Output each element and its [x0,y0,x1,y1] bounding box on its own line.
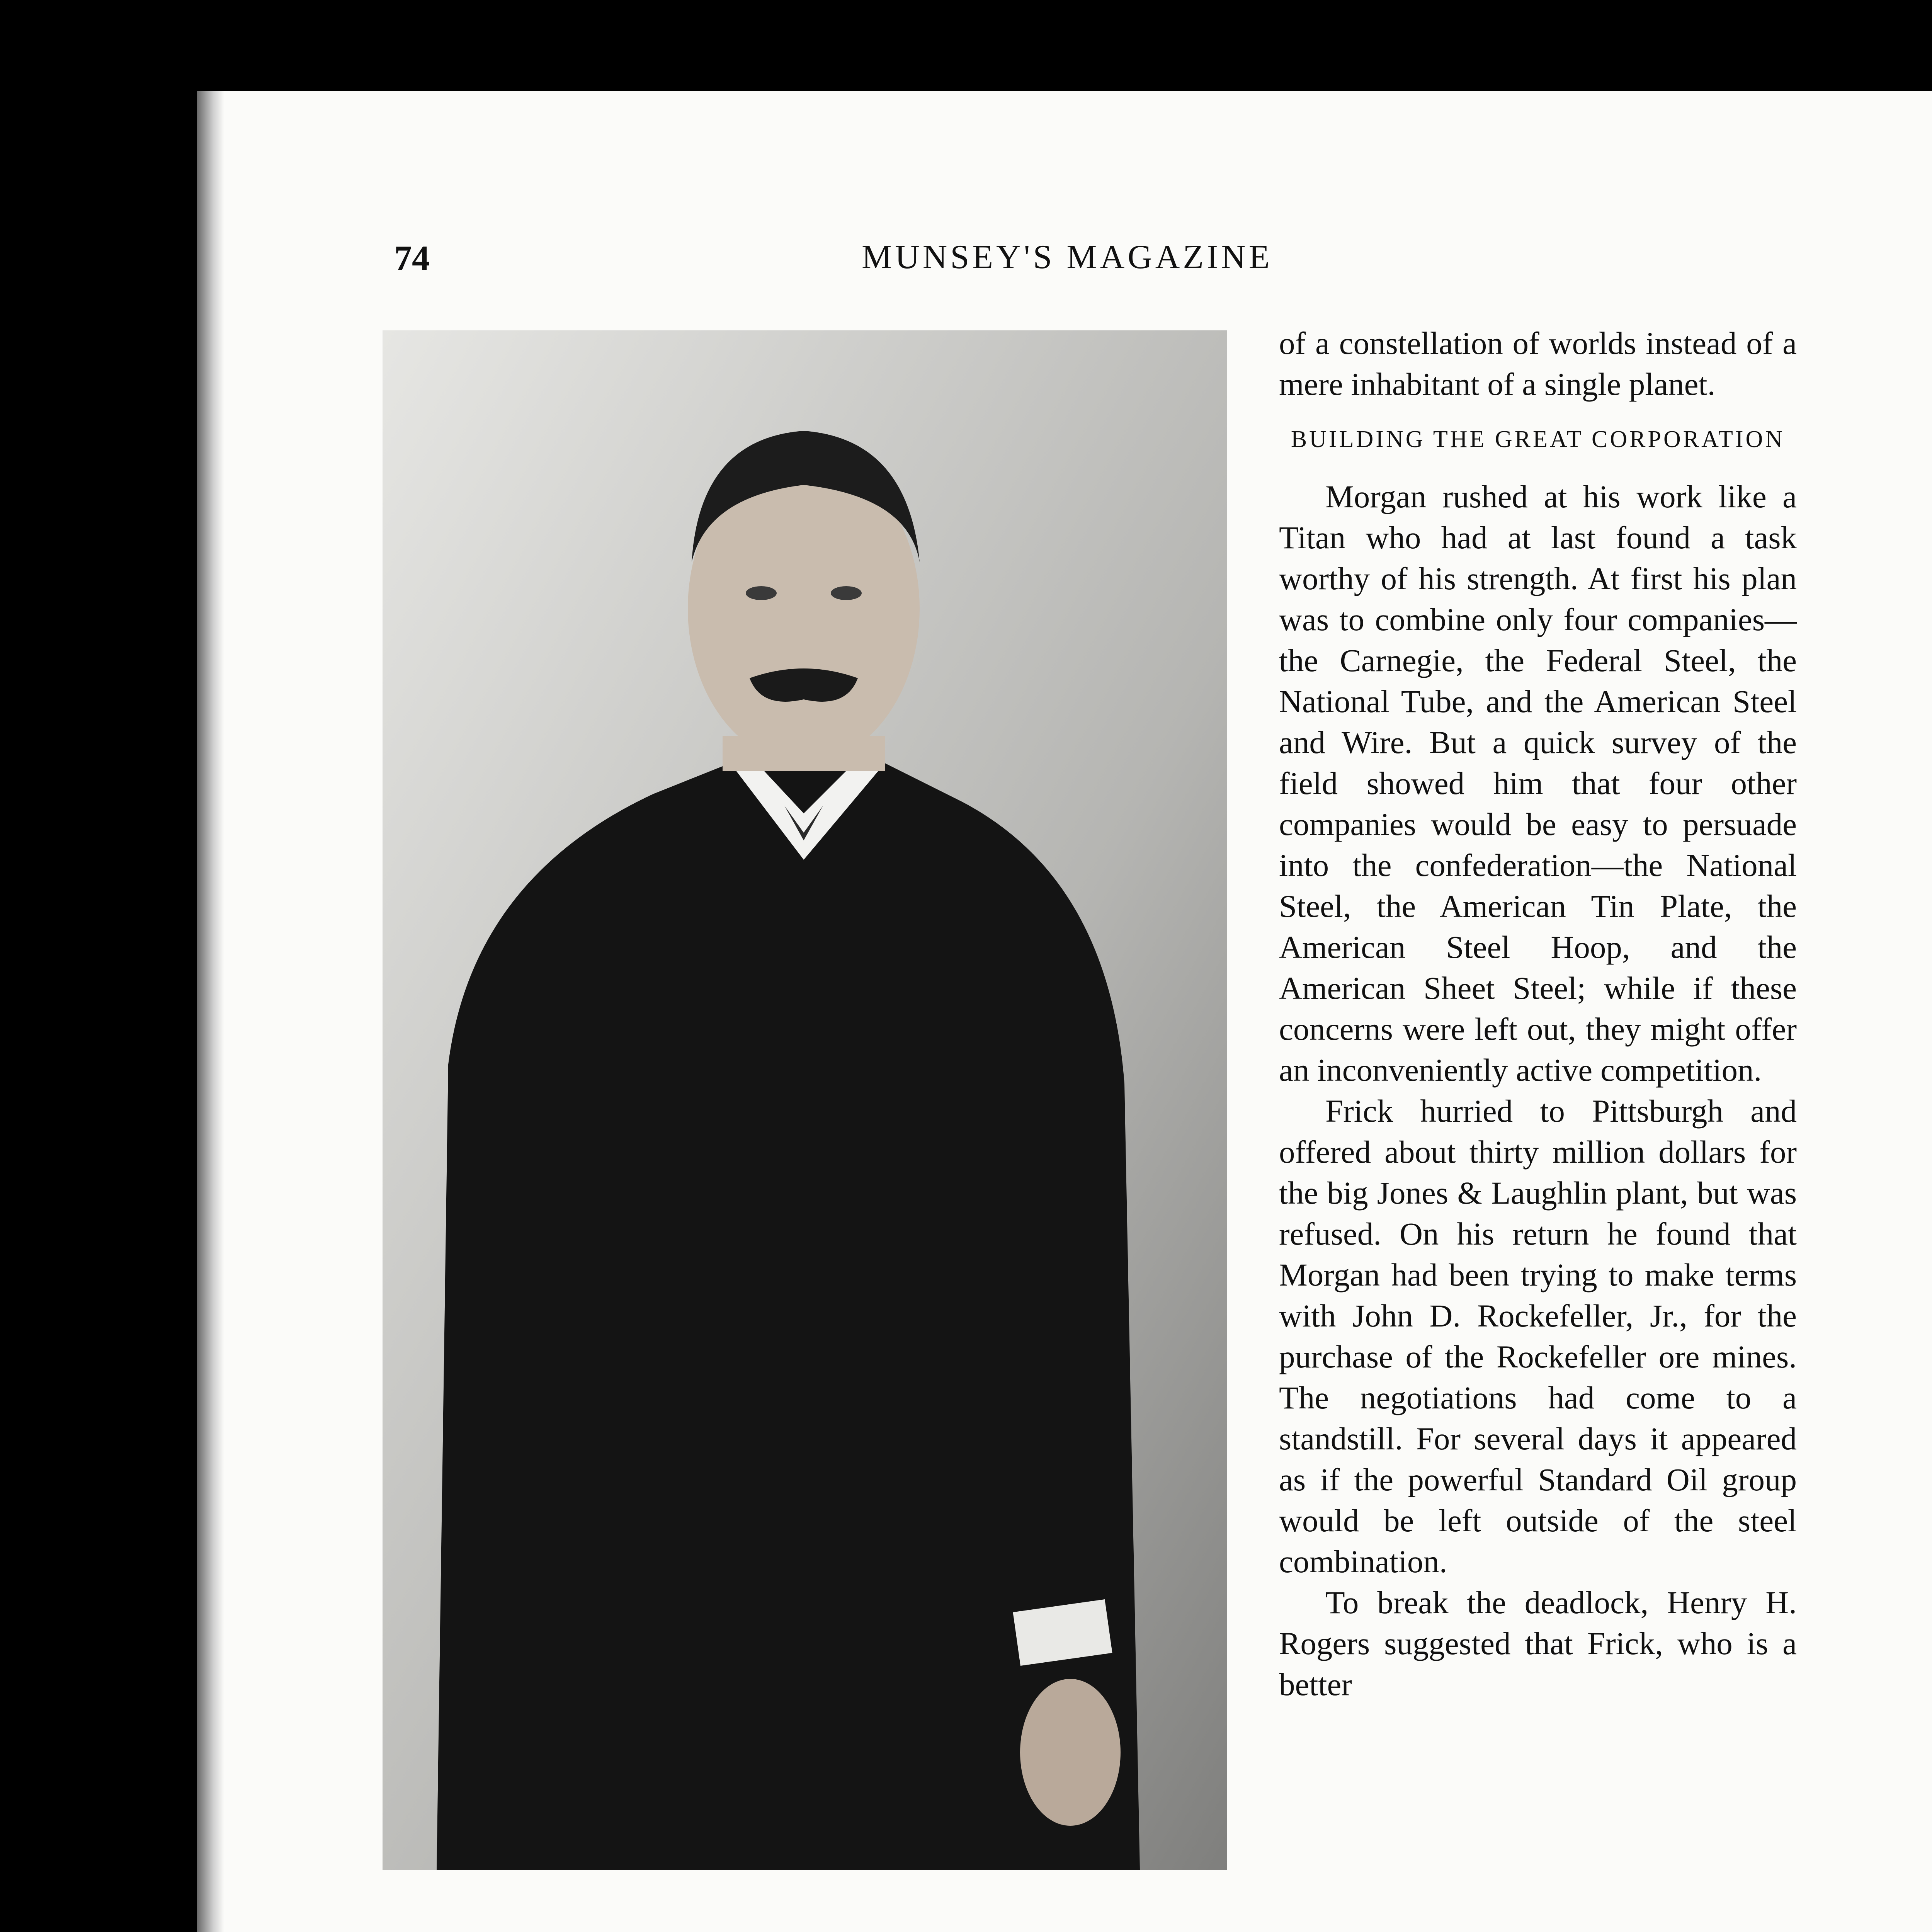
paragraph: To break the deadlock, Henry H. Rogers suggested that Frick, who is a better [1279,1585,1797,1702]
page-number: 74 [394,238,430,278]
text-column-upper-right [1279,323,1797,1705]
page-gutter-shadow [197,91,224,1932]
section-heading: BUILDING THE GREAT CORPORATION [1291,426,1785,452]
paragraph: Morgan rushed at his work like a Titan who had at last found a task worthy of his strength. At first his plan was to combine only four companies—the Carnegie, the Federal Steel, the National Tube, and the American Steel and Wire. But a quick survey of the field showed him that four other companies would be easy to persuade into the confederation—the National Steel, the American Tin Plate, the American Steel Hoop, and the American Sheet Steel; while if these concerns were left out, they might offer an inconveniently active competition. [1279,479,1797,1088]
running-title: MUNSEY'S MAGAZINE [862,238,1273,276]
paragraph: Frick hurried to Pittsburgh and offered about thirty million dollars for the big Jones & Laughlin plant, but was refused. On his return he found that Morgan had been trying to make terms with John D. Rockefeller, Jr., for the purchase of the Rockefeller ore mines. The negotiations had come to a standstill. For several days it appeared as if the powerful Standard Oil group would be left outside of the steel combination. [1279,1093,1797,1579]
paragraph: of a constellation of worlds instead of a mere inhabitant of a single planet. [1279,325,1797,402]
page-header [0,238,1932,284]
portrait-photo [383,330,1227,1870]
portrait-figure [383,330,1227,1870]
